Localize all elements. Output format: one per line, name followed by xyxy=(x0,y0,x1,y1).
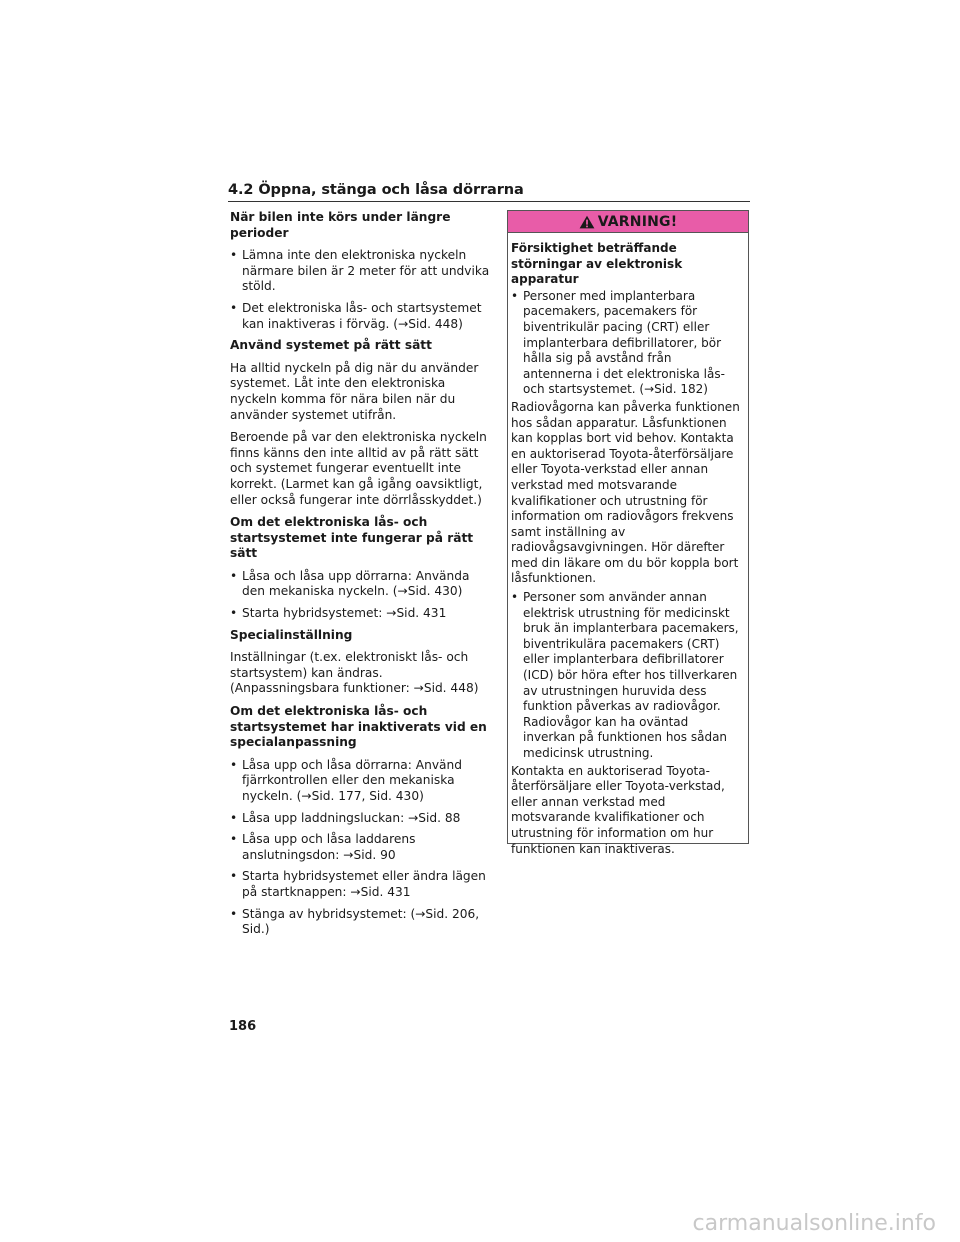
list-item xyxy=(230,758,490,805)
bullet-marker: • xyxy=(230,606,238,621)
section-header xyxy=(228,179,750,202)
list-item-text: Personer som använder annan elektrisk utrustning för medicinskt bruk än implanterbara pacemakers, biventrikulära pacemakers (CRT) eller implanterbara defibrillatorer (ICD) bör höra efter hos tillverkaren av utrustningen huruvida dess funktion påverkas av radiovågor. Radiovågor kan ha oväntad inverkan på funktionen hos sådan medicinsk utrustning. xyxy=(523,590,739,760)
left-column xyxy=(230,210,490,944)
list-item xyxy=(230,811,490,827)
list-item xyxy=(230,248,490,295)
list-item xyxy=(230,869,490,900)
bullet-marker: • xyxy=(230,248,238,263)
warning-title: VARNING! xyxy=(597,213,678,230)
list-item xyxy=(230,606,490,622)
warning-body xyxy=(508,233,748,857)
list-item xyxy=(230,907,490,938)
list-item-text: Starta hybridsystemet: →Sid. 431 xyxy=(242,606,447,621)
bullet-marker: • xyxy=(230,906,238,921)
list-item xyxy=(230,569,490,600)
heading-deactivated: Om det elektroniska lås- och startsystemet har inaktiverats vid en specialanpassning xyxy=(230,704,487,750)
paragraph: Kontakta en auktoriserad Toyota-återförsäljare eller Toyota-verkstad, eller annan verkstad med motsvarande kvalifikationer och utrustning för information om hur funktionen kan inaktiveras. xyxy=(511,763,725,856)
heading-malfunction: Om det elektroniska lås- och startsystemet inte fungerar på rätt sätt xyxy=(230,515,474,561)
warning-box xyxy=(507,210,749,856)
paragraph: Ha alltid nyckeln på dig när du använder systemet. Låt inte den elektroniska nyckeln komma för nära bilen när du använder systemet utifrån. xyxy=(230,360,479,422)
heading-special-setting: Specialinställning xyxy=(230,627,353,642)
list-item-text: Låsa upp laddningsluckan: →Sid. 88 xyxy=(242,810,461,825)
bullet-marker: • xyxy=(230,568,238,583)
list-item-text: Stänga av hybridsystemet: (→Sid. 206, Sid.) xyxy=(242,906,480,937)
heading-correct-use: Använd systemet på rätt sätt xyxy=(230,338,432,353)
bullet-marker: • xyxy=(511,590,519,605)
watermark-text: carmanualsonline.info xyxy=(692,1211,936,1236)
list-item-text: Personer med implanterbara pacemakers, pacemakers för biventrikulär pacing (CRT) eller implanterbara defibrillatorer, bör hålla sig på avstånd från antennerna i det elektroniska lås- och startsystemet. (→Sid. 182) xyxy=(523,288,725,397)
list-item xyxy=(511,289,742,398)
paragraph: Radiovågorna kan påverka funktionen hos sådan apparatur. Låsfunktionen kan kopplas bort vid behov. Kontakta en auktoriserad Toyota-återförsäljare eller Toyota-verkstad eller annan verkstad med motsvarande kvalifikationer och utrustning för information om radiovågors frekvens samt inställning av radiovågsavgivningen. Hör därefter med din läkare om du bör koppla bort låsfunktionen. xyxy=(511,399,740,586)
paragraph: Inställningar (t.ex. elektroniskt lås- och startsystem) kan ändras. (Anpassningsbara funktioner: →Sid. 448) xyxy=(230,650,479,696)
list-item-text: Det elektroniska lås- och startsystemet kan inaktiveras i förväg. (→Sid. 448) xyxy=(242,300,482,331)
warning-header xyxy=(508,211,748,233)
bullet-marker: • xyxy=(230,757,238,772)
bullet-marker: • xyxy=(230,300,238,315)
paragraph: Beroende på var den elektroniska nyckeln finns känns den inte alltid av på rätt sätt och systemet fungerar eventuellt inte korrekt. (Larmet kan gå igång oavsiktligt, eller också fungerar inte dörrlåsskyddet.) xyxy=(230,430,487,507)
list-item-text: Starta hybridsystemet eller ändra lägen på startknappen: →Sid. 431 xyxy=(242,869,486,899)
bullet-marker: • xyxy=(511,288,519,303)
section-title: 4.2 Öppna, stänga och låsa dörrarna xyxy=(228,182,524,198)
list-item xyxy=(230,832,490,863)
warning-triangle-icon xyxy=(579,215,595,229)
list-item xyxy=(511,590,742,762)
list-item xyxy=(230,301,490,332)
warning-heading: Försiktighet beträffande störningar av elektronisk apparatur xyxy=(511,241,683,287)
bullet-marker: • xyxy=(230,832,238,847)
heading-storage: När bilen inte körs under längre perioder xyxy=(230,210,451,240)
list-item-text: Lämna inte den elektroniska nyckeln närmare bilen är 2 meter för att undvika stöld. xyxy=(242,248,490,294)
bullet-marker: • xyxy=(230,869,238,884)
page-number: 186 xyxy=(229,1019,257,1034)
list-item-text: Låsa upp och låsa dörrarna: Använd fjärrkontrollen eller den mekaniska nyckeln. (→Sid. 177, Sid. 430) xyxy=(242,757,462,803)
list-item-text: Låsa och låsa upp dörrarna: Använda den mekaniska nyckeln. (→Sid. 430) xyxy=(242,568,470,599)
list-item-text: Låsa upp och låsa laddarens anslutningsdon: →Sid. 90 xyxy=(242,832,416,862)
bullet-marker: • xyxy=(230,810,238,825)
